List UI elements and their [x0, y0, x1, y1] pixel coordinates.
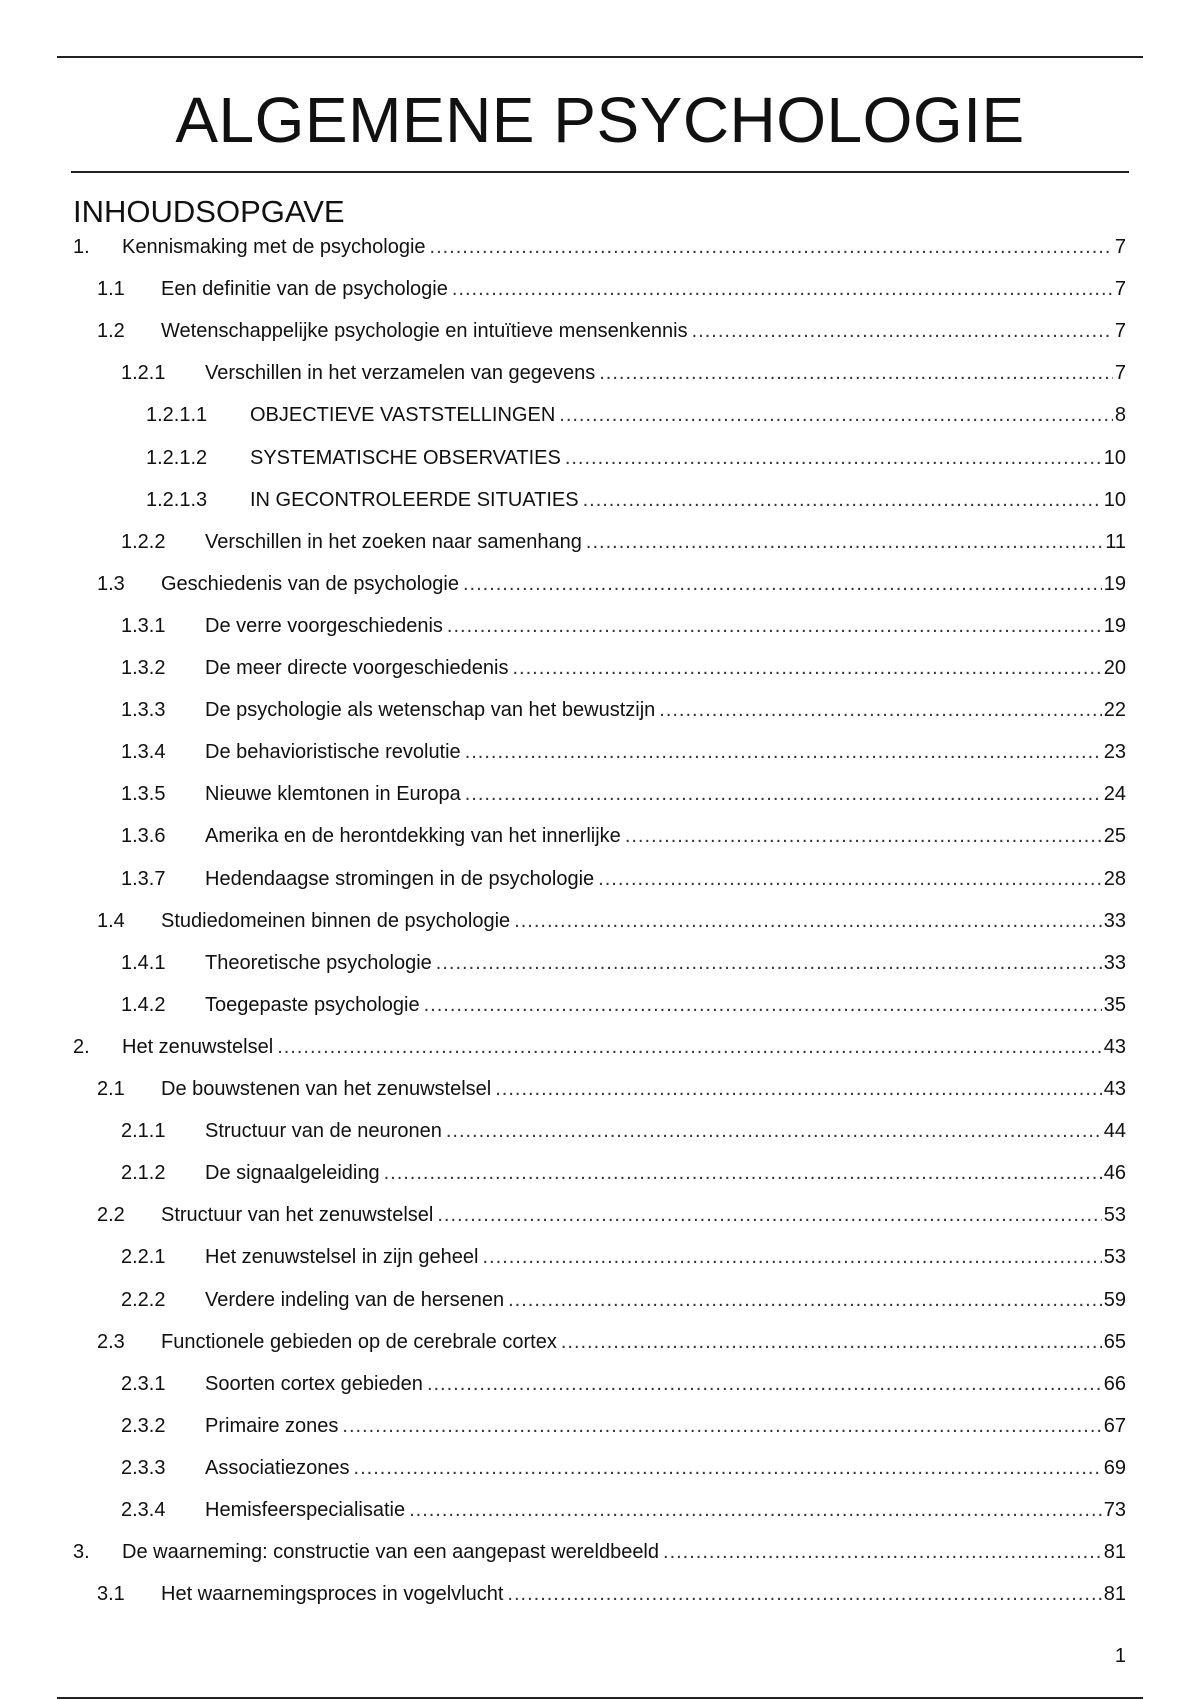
toc-entry-label: Studiedomeinen binnen de psychologie	[161, 909, 511, 932]
toc-entry-number: 1.3.4	[121, 741, 166, 764]
toc-dot-leader	[625, 815, 1102, 857]
toc-dot-leader	[483, 1236, 1102, 1278]
toc-entry-label: Kennismaking met de psychologie	[122, 236, 426, 258]
toc-entry-number: 2.1.1	[121, 1120, 166, 1143]
toc-entry[interactable]	[0, 1489, 1200, 1531]
toc-entry-page: 44	[1103, 1120, 1126, 1143]
toc-entry-number: 1.1	[97, 278, 125, 301]
toc-entry[interactable]	[0, 1068, 1200, 1110]
toc-entry-page: 73	[1103, 1499, 1126, 1521]
toc-entry-label: Het waarnemingsproces in vogelvlucht	[161, 1583, 504, 1606]
title-rule	[71, 171, 1129, 173]
toc-entry-page: 43	[1103, 1035, 1126, 1058]
toc-entry-label: Een definitie van de psychologie	[161, 278, 448, 301]
toc-entry-page: 53	[1103, 1246, 1126, 1269]
toc-entry-number: 2.2.2	[121, 1288, 166, 1311]
toc-entry-page: 10	[1103, 446, 1126, 469]
toc-entry[interactable]	[0, 605, 1200, 647]
toc-dot-leader	[663, 1531, 1102, 1573]
page-number: 1	[1114, 1645, 1126, 1667]
toc-entry[interactable]	[0, 942, 1200, 984]
toc-entry-label: De bouwstenen van het zenuwstelsel	[161, 1078, 492, 1100]
document-title: ALGEMENE PSYCHOLOGIE	[175, 84, 1025, 156]
toc-entry-page: 7	[1114, 362, 1126, 385]
toc-entry-page: 24	[1103, 783, 1126, 806]
toc-entry-label: Geschiedenis van de psychologie	[161, 572, 459, 595]
toc-entry-page: 23	[1103, 741, 1126, 764]
toc-entry[interactable]	[0, 479, 1200, 521]
toc-entry-number: 2.2.1	[121, 1246, 166, 1269]
toc-entry-label: Het zenuwstelsel	[122, 1035, 274, 1058]
toc-entry-number: 1.3	[97, 572, 125, 595]
toc-dot-leader	[424, 984, 1102, 1026]
toc-entry-number: 1.3.1	[121, 614, 166, 637]
toc-entry[interactable]	[0, 268, 1200, 310]
toc-entry-page: 25	[1103, 825, 1126, 848]
toc-entry-page: 8	[1114, 404, 1126, 427]
toc-dot-leader	[692, 310, 1113, 352]
toc-entry[interactable]	[0, 984, 1200, 1026]
toc-entry-page: 81	[1103, 1583, 1126, 1606]
toc-entry-number: 2.3.3	[121, 1456, 166, 1479]
toc-entry-label: Structuur van het zenuwstelsel	[161, 1204, 434, 1227]
toc-entry-label: Functionele gebieden op de cerebrale cortex	[161, 1330, 557, 1353]
toc-entry-label: Structuur van de neuronen	[205, 1120, 442, 1143]
toc-entry-label: Associatiezones	[205, 1456, 350, 1479]
toc-entry-label: De meer directe voorgeschiedenis	[205, 657, 509, 679]
toc-entry-page: 67	[1103, 1414, 1126, 1437]
toc-entry[interactable]	[0, 689, 1200, 731]
toc-dot-leader	[559, 394, 1113, 436]
toc-entry-page: 10	[1103, 488, 1126, 511]
toc-dot-leader	[384, 1152, 1102, 1194]
toc-entry[interactable]	[0, 1447, 1200, 1489]
toc-dot-leader	[565, 437, 1102, 479]
toc-entry-page: 28	[1103, 867, 1126, 890]
toc-entry-page: 43	[1103, 1078, 1126, 1100]
toc-dot-leader	[430, 226, 1113, 268]
toc-entry-number: 1.3.6	[121, 825, 166, 848]
toc-entry[interactable]	[0, 1279, 1200, 1321]
top-rule	[57, 56, 1143, 58]
toc-entry-number: 2.3.2	[121, 1414, 166, 1437]
toc-dot-leader	[463, 563, 1102, 605]
toc-entry-label: Verschillen in het zoeken naar samenhang	[205, 530, 582, 553]
toc-entry-page: 66	[1103, 1372, 1126, 1395]
toc-entry-page: 46	[1103, 1162, 1126, 1185]
toc-entry-page: 65	[1103, 1330, 1126, 1353]
toc-entry-number: 2.3.1	[121, 1372, 166, 1395]
toc-entry-label: De verre voorgeschiedenis	[205, 614, 443, 637]
toc-entry-number: 2.	[73, 1035, 90, 1058]
toc-entry-page: 81	[1103, 1541, 1126, 1564]
toc-entry-number: 1.2.2	[121, 530, 166, 553]
toc-entry-number: 1.2.1.1	[146, 404, 208, 427]
toc-entry-number: 2.1.2	[121, 1162, 166, 1185]
toc-dot-leader	[447, 605, 1102, 647]
toc-entry-page: 33	[1103, 909, 1126, 932]
toc-entry-number: 1.3.5	[121, 783, 166, 806]
toc-entry[interactable]	[0, 858, 1200, 900]
toc-entry[interactable]	[0, 563, 1200, 605]
toc-entry-number: 3.	[73, 1541, 90, 1564]
toc-entry[interactable]	[0, 731, 1200, 773]
toc-entry[interactable]	[0, 1152, 1200, 1194]
toc-entry-number: 1.4	[97, 909, 125, 932]
toc-entry-label: Theoretische psychologie	[205, 951, 432, 974]
toc-entry-label: IN GECONTROLEERDE SITUATIES	[250, 488, 579, 511]
toc-entry-number: 1.3.7	[121, 867, 166, 890]
toc-entry-number: 1.3.3	[121, 699, 166, 722]
toc-dot-leader	[342, 1405, 1101, 1447]
toc-entry[interactable]	[0, 1194, 1200, 1236]
toc-entry-page: 11	[1105, 530, 1126, 553]
toc-dot-leader	[427, 1363, 1102, 1405]
toc-entry-page: 20	[1103, 657, 1126, 679]
toc-dot-leader	[409, 1489, 1102, 1531]
toc-entry[interactable]	[0, 1405, 1200, 1447]
toc-dot-leader	[598, 858, 1102, 900]
toc-entry[interactable]	[0, 521, 1200, 563]
toc-dot-leader	[354, 1447, 1102, 1489]
toc-entry-label: Hedendaagse stromingen in de psychologie	[205, 867, 595, 890]
toc-entry-number: 1.	[73, 236, 90, 258]
toc-entry-label: Wetenschappelijke psychologie en intuïtieve mensenkennis	[161, 320, 688, 343]
toc-entry-number: 1.2.1	[121, 362, 166, 385]
toc-entry-label: Verdere indeling van de hersenen	[205, 1288, 505, 1311]
toc-entry-number: 1.2	[97, 320, 125, 343]
toc-heading: INHOUDSOPGAVE	[73, 194, 345, 229]
toc-dot-leader	[507, 1573, 1101, 1615]
toc-entry-label: SYSTEMATISCHE OBSERVATIES	[250, 446, 561, 469]
toc-entry-page: 22	[1103, 699, 1126, 722]
toc-entry[interactable]	[0, 394, 1200, 436]
toc-dot-leader	[465, 773, 1102, 815]
toc-entry[interactable]	[0, 1573, 1200, 1615]
toc-entry-page: 19	[1103, 614, 1126, 637]
toc-entry-number: 1.2.1.2	[146, 446, 208, 469]
toc-entry-label: Nieuwe klemtonen in Europa	[205, 783, 461, 806]
toc-entry[interactable]	[0, 900, 1200, 942]
toc-entry-label: Hemisfeerspecialisatie	[205, 1499, 406, 1521]
toc-entry-label: De waarneming: constructie van een aangepast wereldbeeld	[122, 1541, 660, 1564]
toc-entry[interactable]	[0, 1110, 1200, 1152]
toc-entry-label: Verschillen in het verzamelen van gegevens	[205, 362, 596, 385]
toc-entry[interactable]	[0, 647, 1200, 689]
toc-entry[interactable]	[0, 773, 1200, 815]
toc-entry-page: 53	[1103, 1204, 1126, 1227]
bottom-rule	[57, 1697, 1143, 1699]
toc-entry-number: 2.3	[97, 1330, 125, 1353]
toc-dot-leader	[586, 521, 1103, 563]
toc-entry-label: Soorten cortex gebieden	[205, 1372, 423, 1395]
toc-entry-number: 1.2.1.3	[146, 488, 208, 511]
toc-entry-page: 7	[1114, 236, 1126, 258]
toc-dot-leader	[561, 1321, 1102, 1363]
toc-entry-label: Primaire zones	[205, 1414, 339, 1437]
toc-entry-page: 59	[1103, 1288, 1126, 1311]
toc-dot-leader	[446, 1110, 1102, 1152]
toc-entry-number: 1.3.2	[121, 657, 166, 679]
toc-entry[interactable]	[0, 1531, 1200, 1573]
toc-entry-page: 35	[1103, 993, 1126, 1016]
toc-entry-label: De signaalgeleiding	[205, 1162, 380, 1185]
toc-entry-label: De psychologie als wetenschap van het bewustzijn	[205, 699, 656, 722]
toc-entry-label: OBJECTIEVE VASTSTELLINGEN	[250, 404, 556, 427]
toc-dot-leader	[514, 900, 1102, 942]
toc-entry-number: 1.4.2	[121, 993, 166, 1016]
toc-entry-number: 2.1	[97, 1078, 125, 1100]
toc-entry-number: 1.4.1	[121, 951, 166, 974]
toc-entry[interactable]	[0, 1363, 1200, 1405]
toc-dot-leader	[277, 1026, 1102, 1068]
toc-dot-leader	[436, 942, 1102, 984]
toc-dot-leader	[495, 1068, 1102, 1110]
toc-entry-number: 2.2	[97, 1204, 125, 1227]
toc-entry[interactable]	[0, 352, 1200, 394]
toc-entry[interactable]	[0, 310, 1200, 352]
toc-dot-leader	[599, 352, 1113, 394]
toc-dot-leader	[508, 1279, 1102, 1321]
toc-entry-number: 2.3.4	[121, 1499, 166, 1521]
toc-entry[interactable]	[0, 226, 1200, 268]
toc-dot-leader	[452, 268, 1113, 310]
toc-entry[interactable]	[0, 815, 1200, 857]
toc-entry[interactable]	[0, 437, 1200, 479]
toc-entry-page: 69	[1103, 1456, 1126, 1479]
toc-dot-leader	[513, 647, 1102, 689]
toc-dot-leader	[437, 1194, 1101, 1236]
toc-entry-page: 19	[1103, 572, 1126, 595]
toc-entry-page: 7	[1114, 320, 1126, 343]
toc-entry[interactable]	[0, 1236, 1200, 1278]
toc-entry-label: De behavioristische revolutie	[205, 741, 461, 764]
toc-dot-leader	[583, 479, 1102, 521]
toc-dot-leader	[659, 689, 1101, 731]
toc-entry-page: 33	[1103, 951, 1126, 974]
toc-entry-page: 7	[1114, 278, 1126, 301]
toc-entry-label: Toegepaste psychologie	[205, 993, 420, 1016]
toc-entry[interactable]	[0, 1026, 1200, 1068]
toc-entry-label: Amerika en de herontdekking van het innerlijke	[205, 825, 621, 848]
toc-entry-number: 3.1	[97, 1583, 125, 1606]
toc-dot-leader	[465, 731, 1102, 773]
toc-entry-label: Het zenuwstelsel in zijn geheel	[205, 1246, 479, 1269]
toc-entry[interactable]	[0, 1321, 1200, 1363]
